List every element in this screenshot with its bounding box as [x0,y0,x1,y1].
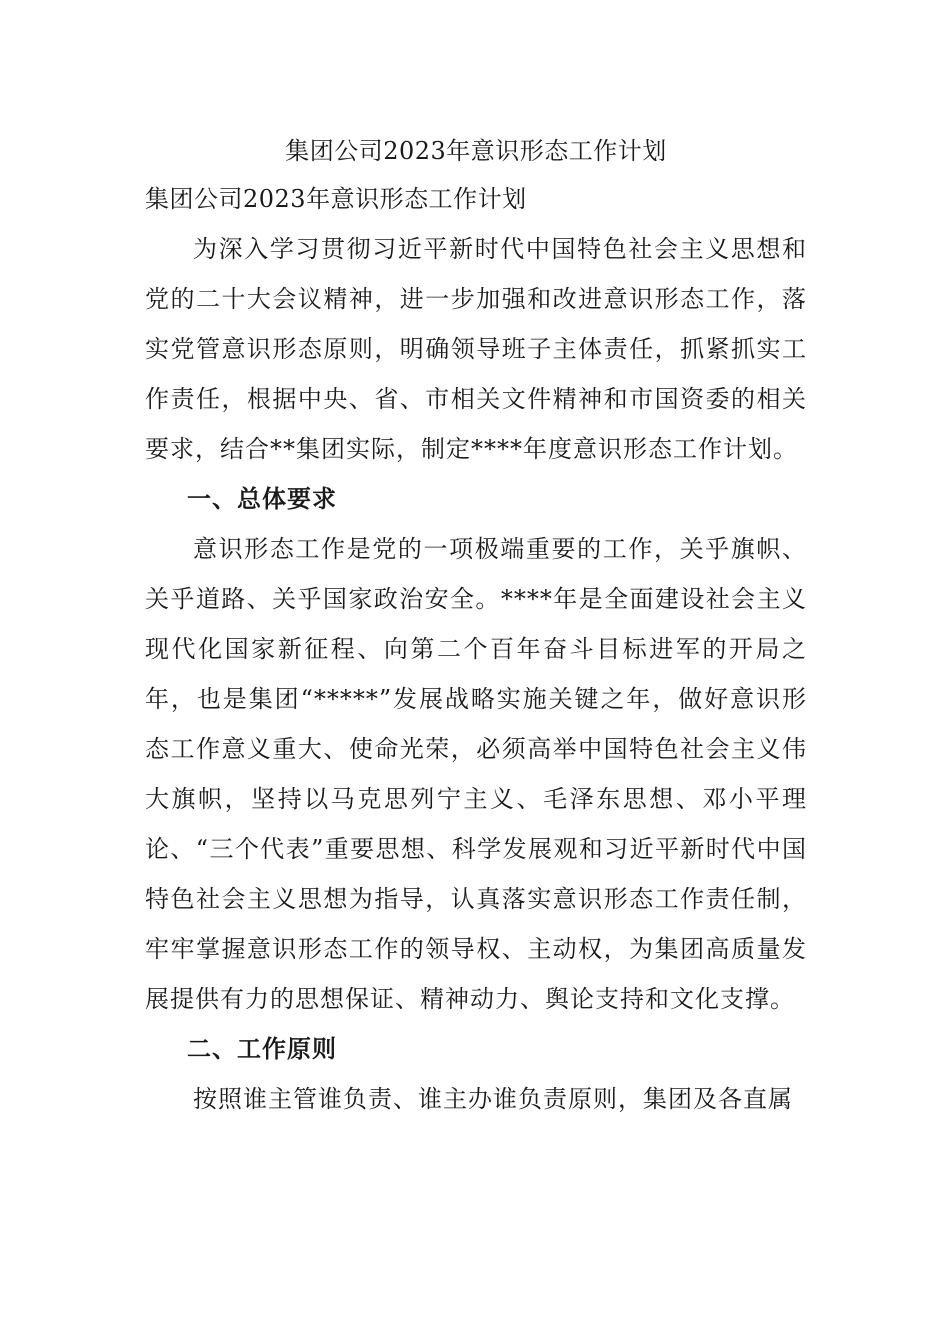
document-page [145,128,807,1124]
section-heading-general-requirements: 一、总体要求 [187,484,337,513]
document-title: 集团公司2023年意识形态工作计划 [285,137,667,165]
section-body-work-principles: 按照谁主管谁负责、谁主办谁负责原则，集团及各直属 [193,1085,793,1113]
section-body-general-requirements: 意识形态工作是党的一项极端重要的工作，关乎旗帜、关乎道路、关乎国家政治安全。****年是全面建设社会主义现代化国家新征程、向第二个百年奋斗目标进军的开局之年，也是集团“*****”发展战略实施关键之年，做好意识形态工作意义重大、使命光荣，必须高举中国特色社会主义伟大旗帜，坚持以马克思列宁主义、毛泽东思想、邓小平理论、“三个代表”重要思想、科学发展观和习近平新时代中国特色社会主义思想为指导，认真落实意识形态工作责任制，牢牢掌握意识形态工作的领导权、主动权，为集团高质量发展提供有力的思想保证、精神动力、舆论支持和文化支撑。 [145,535,807,1013]
section-heading-work-principles: 二、工作原则 [187,1034,337,1063]
intro-paragraph: 为深入学习贯彻习近平新时代中国特色社会主义思想和党的二十大会议精神，进一步加强和改进意识形态工作，落实党管意识形态原则，明确领导班子主体责任，抓紧抓实工作责任，根据中央、省、市相关文件精神和市国资委的相关要求，结合**集团实际，制定****年度意识形态工作计划。 [145,235,807,463]
document-subtitle: 集团公司2023年意识形态工作计划 [145,185,527,213]
